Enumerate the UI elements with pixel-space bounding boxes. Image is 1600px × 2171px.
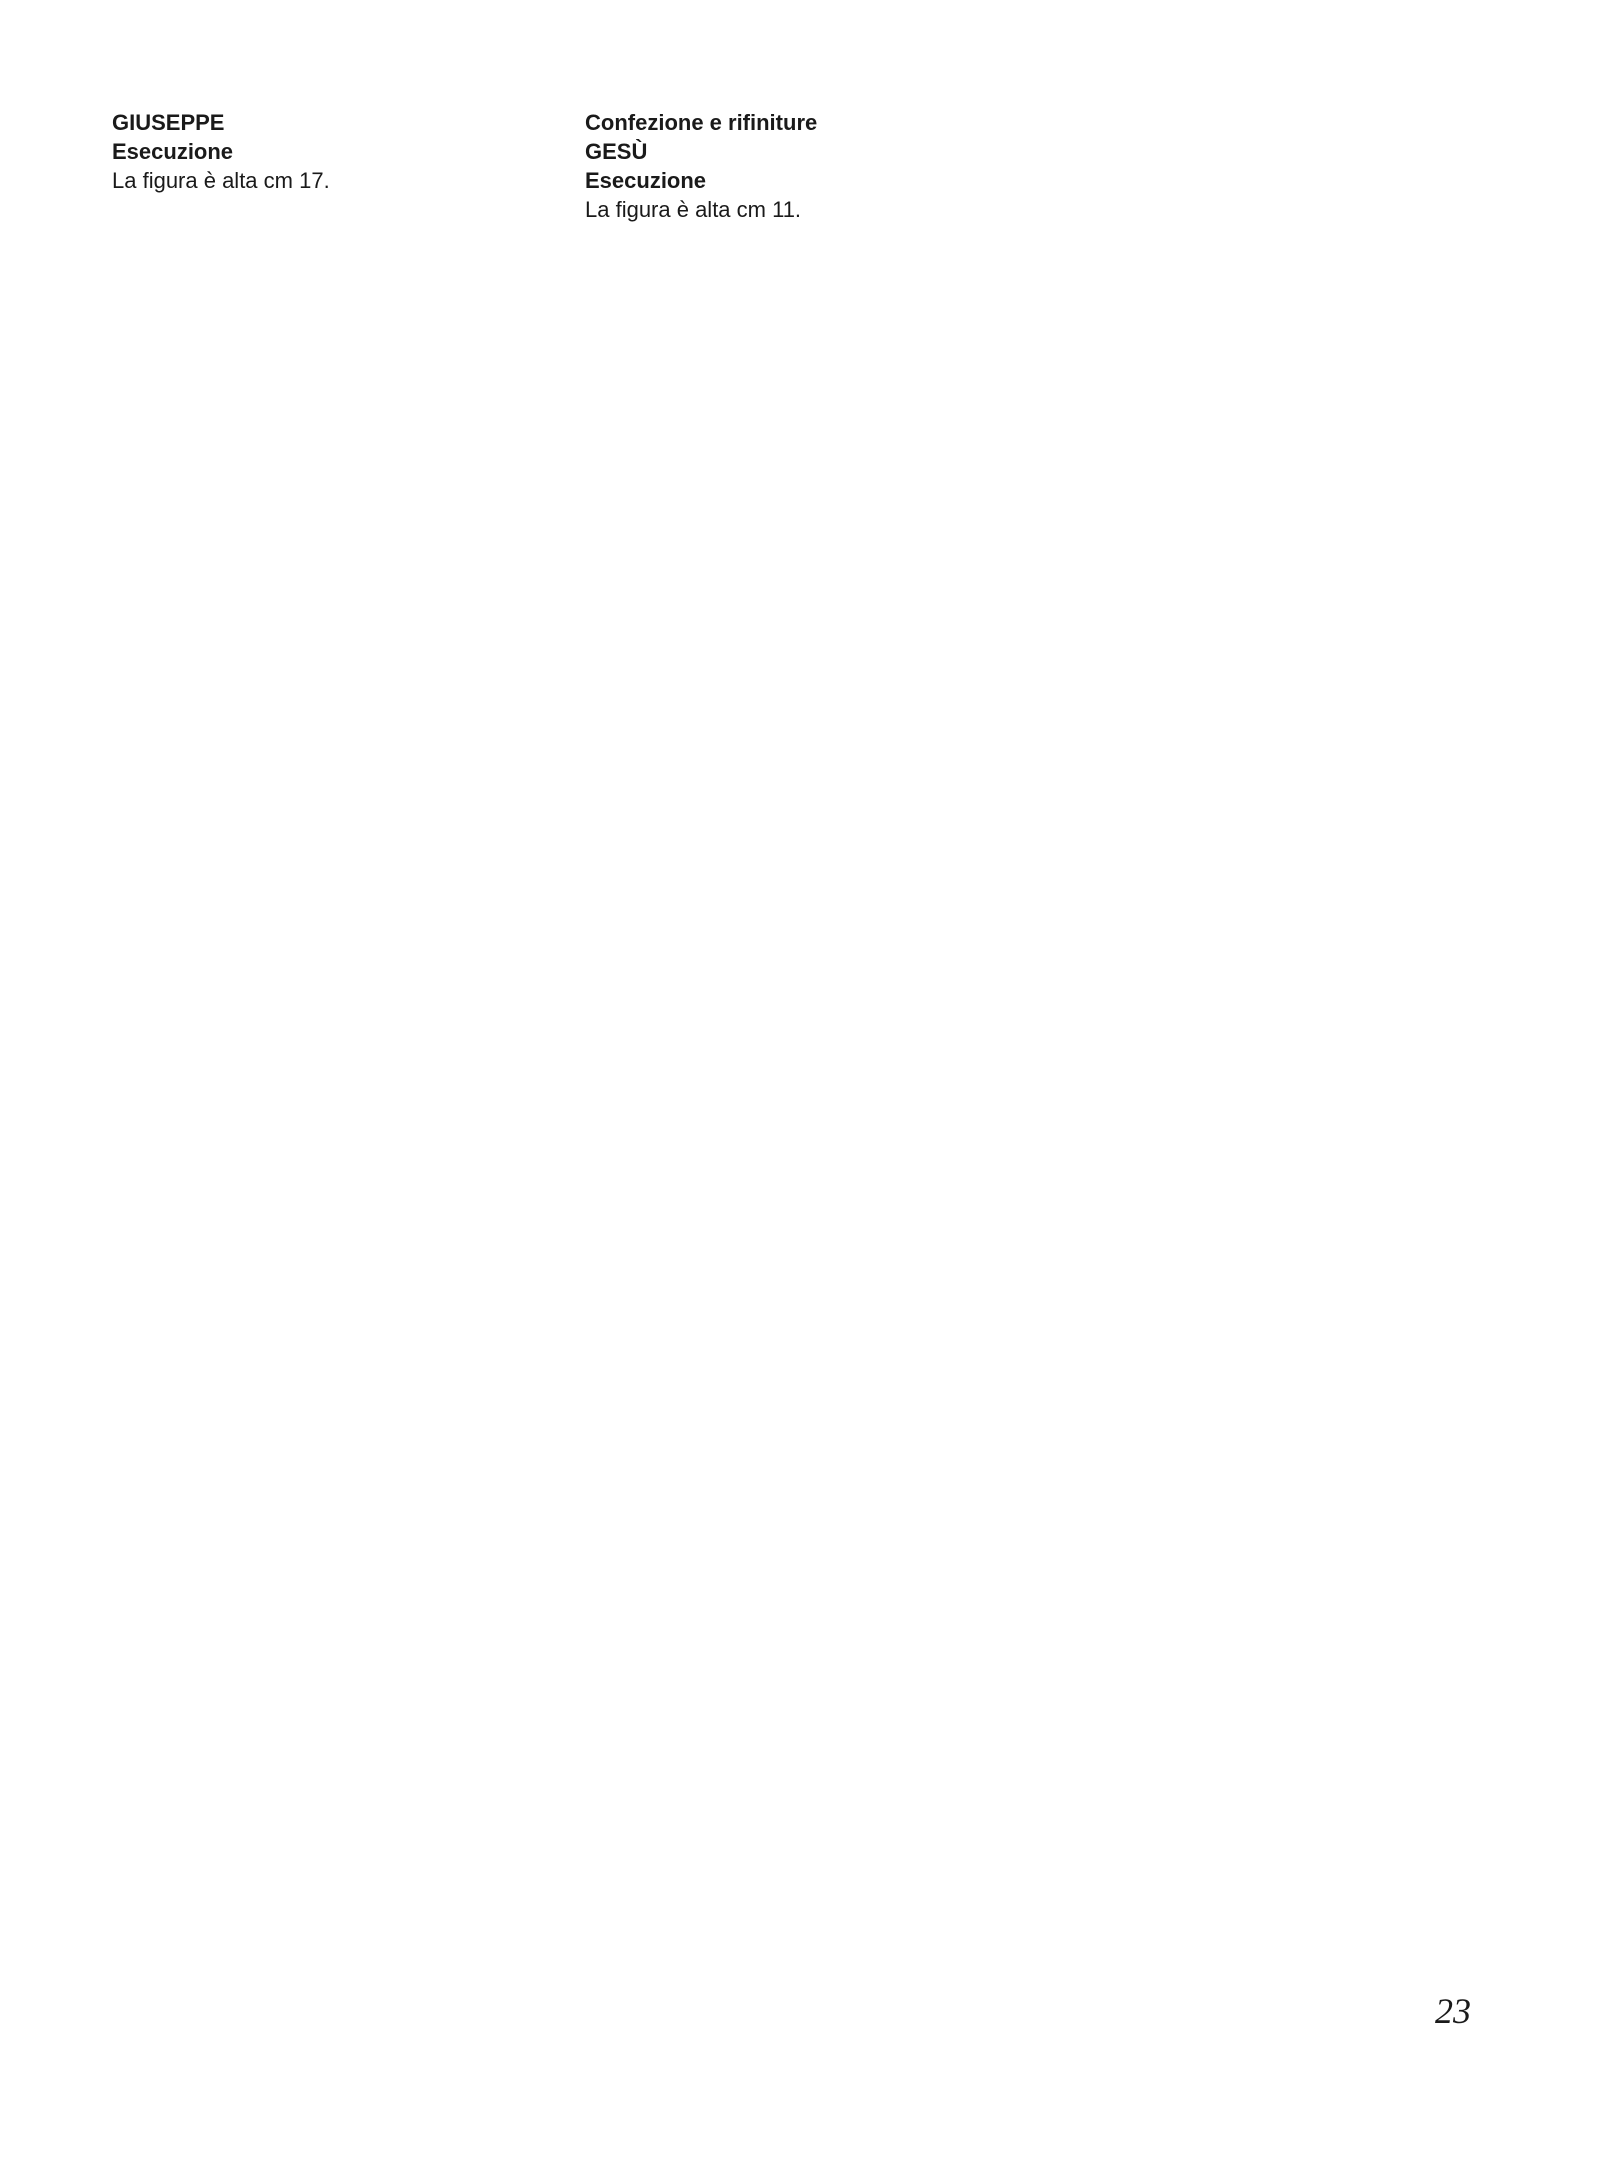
section-subheading: Esecuzione bbox=[112, 139, 234, 164]
text-column-2 bbox=[585, 108, 1025, 238]
intro-line: La figura è alta cm 17. bbox=[112, 168, 330, 193]
section-heading: GIUSEPPE bbox=[112, 110, 225, 135]
page-number: 23 bbox=[1435, 1991, 1471, 2031]
section-heading: Confezione e rifiniture bbox=[585, 110, 818, 135]
section-subheading: Esecuzione bbox=[585, 168, 707, 193]
intro-line: La figura è alta cm 11. bbox=[585, 197, 802, 222]
section-heading: GESÙ bbox=[585, 139, 648, 164]
text-column-1 bbox=[112, 108, 552, 209]
